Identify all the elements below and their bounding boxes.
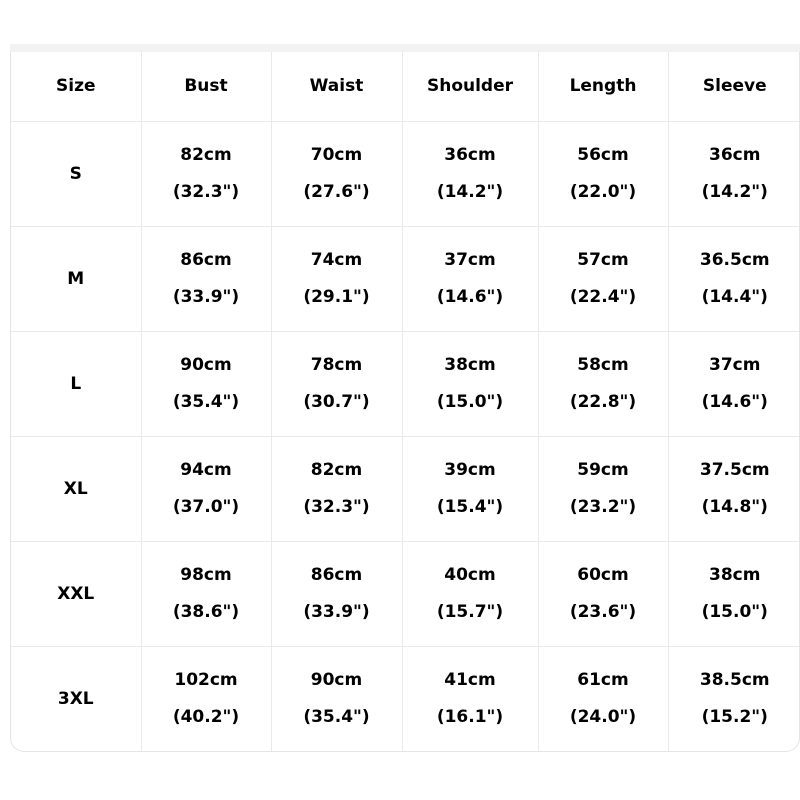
measurement-cell-bust bbox=[141, 226, 271, 331]
size-label: XL bbox=[11, 436, 141, 541]
measurement-inch: (32.3") bbox=[172, 181, 240, 202]
measurement-cm: 40cm bbox=[444, 564, 496, 585]
measurement-cm: 58cm bbox=[577, 354, 629, 375]
measurement-cm: 59cm bbox=[577, 459, 629, 480]
measurement-inch: (35.4") bbox=[172, 391, 240, 412]
header-waist: Waist bbox=[271, 52, 402, 121]
measurement-inch: (14.4") bbox=[701, 286, 768, 307]
measurement-cm: 37cm bbox=[444, 249, 496, 270]
header-shoulder: Shoulder bbox=[402, 52, 538, 121]
measurement-inch: (33.9") bbox=[172, 286, 240, 307]
measurement-cell-shoulder bbox=[402, 331, 538, 436]
table-row bbox=[11, 226, 800, 331]
measurement-inch: (24.0") bbox=[569, 706, 637, 727]
measurement-cm: 61cm bbox=[577, 669, 629, 690]
table-row bbox=[11, 121, 800, 226]
measurement-cell-bust bbox=[141, 541, 271, 646]
measurement-cell-shoulder bbox=[402, 541, 538, 646]
measurement-inch: (37.0") bbox=[172, 496, 240, 517]
size-label: S bbox=[11, 121, 141, 226]
size-label: XXL bbox=[11, 541, 141, 646]
measurement-cm: 90cm bbox=[310, 669, 363, 690]
measurement-cell-sleeve bbox=[668, 646, 800, 751]
measurement-inch: (35.4") bbox=[303, 706, 370, 727]
measurement-cell-waist bbox=[271, 331, 402, 436]
measurement-inch: (22.8") bbox=[569, 391, 637, 412]
measurement-cm: 36cm bbox=[444, 144, 496, 165]
measurement-cm: 38.5cm bbox=[699, 669, 770, 690]
size-label: L bbox=[11, 331, 141, 436]
measurement-cell-waist bbox=[271, 121, 402, 226]
measurement-cm: 37.5cm bbox=[699, 459, 770, 480]
size-chart-table bbox=[11, 52, 800, 751]
measurement-inch: (23.2") bbox=[569, 496, 637, 517]
measurement-inch: (14.2") bbox=[436, 181, 504, 202]
measurement-cm: 90cm bbox=[180, 354, 232, 375]
header-size: Size bbox=[11, 52, 141, 121]
measurement-cell-length bbox=[538, 541, 668, 646]
measurement-cm: 36.5cm bbox=[699, 249, 770, 270]
measurement-inch: (29.1") bbox=[303, 286, 370, 307]
measurement-cell-length bbox=[538, 646, 668, 751]
measurement-cell-waist bbox=[271, 226, 402, 331]
header-length: Length bbox=[538, 52, 668, 121]
measurement-cell-shoulder bbox=[402, 226, 538, 331]
measurement-cell-bust bbox=[141, 121, 271, 226]
measurement-cell-length bbox=[538, 331, 668, 436]
measurement-inch: (33.9") bbox=[303, 601, 370, 622]
table-row bbox=[11, 436, 800, 541]
measurement-cm: 102cm bbox=[174, 669, 238, 690]
measurement-inch: (14.6") bbox=[436, 286, 504, 307]
measurement-inch: (14.8") bbox=[701, 496, 768, 517]
measurement-cm: 74cm bbox=[310, 249, 363, 270]
measurement-cm: 38cm bbox=[709, 564, 761, 585]
measurement-inch: (40.2") bbox=[172, 706, 240, 727]
measurement-cm: 82cm bbox=[310, 459, 363, 480]
header-row bbox=[11, 52, 800, 121]
measurement-cm: 70cm bbox=[310, 144, 363, 165]
measurement-cm: 36cm bbox=[709, 144, 761, 165]
measurement-cell-sleeve bbox=[668, 436, 800, 541]
measurement-cm: 86cm bbox=[310, 564, 363, 585]
table-row bbox=[11, 646, 800, 751]
measurement-cell-length bbox=[538, 436, 668, 541]
size-chart bbox=[10, 52, 800, 752]
table-body bbox=[11, 121, 800, 751]
measurement-inch: (15.0") bbox=[701, 601, 768, 622]
measurement-cell-length bbox=[538, 226, 668, 331]
measurement-cell-sleeve bbox=[668, 121, 800, 226]
measurement-inch: (22.4") bbox=[569, 286, 637, 307]
measurement-inch: (14.2") bbox=[701, 181, 768, 202]
size-label: 3XL bbox=[11, 646, 141, 751]
measurement-cell-sleeve bbox=[668, 226, 800, 331]
measurement-inch: (14.6") bbox=[701, 391, 768, 412]
measurement-cm: 37cm bbox=[709, 354, 761, 375]
measurement-cm: 86cm bbox=[180, 249, 232, 270]
measurement-inch: (30.7") bbox=[303, 391, 370, 412]
measurement-cm: 94cm bbox=[180, 459, 232, 480]
measurement-cell-bust bbox=[141, 646, 271, 751]
measurement-cm: 41cm bbox=[444, 669, 496, 690]
measurement-inch: (15.0") bbox=[436, 391, 504, 412]
measurement-cm: 56cm bbox=[577, 144, 629, 165]
measurement-cm: 78cm bbox=[310, 354, 363, 375]
measurement-inch: (27.6") bbox=[303, 181, 370, 202]
measurement-cell-bust bbox=[141, 436, 271, 541]
measurement-cell-waist bbox=[271, 646, 402, 751]
measurement-cell-waist bbox=[271, 436, 402, 541]
measurement-cm: 60cm bbox=[577, 564, 629, 585]
size-label: M bbox=[11, 226, 141, 331]
measurement-cm: 98cm bbox=[180, 564, 232, 585]
measurement-inch: (22.0") bbox=[569, 181, 637, 202]
measurement-cell-sleeve bbox=[668, 331, 800, 436]
measurement-cell-shoulder bbox=[402, 646, 538, 751]
measurement-cell-waist bbox=[271, 541, 402, 646]
top-band bbox=[10, 44, 800, 52]
measurement-cell-bust bbox=[141, 331, 271, 436]
measurement-cell-shoulder bbox=[402, 121, 538, 226]
measurement-cm: 82cm bbox=[180, 144, 232, 165]
measurement-cell-sleeve bbox=[668, 541, 800, 646]
measurement-inch: (32.3") bbox=[303, 496, 370, 517]
table-row bbox=[11, 541, 800, 646]
measurement-inch: (15.7") bbox=[436, 601, 504, 622]
measurement-inch: (15.2") bbox=[701, 706, 768, 727]
measurement-inch: (16.1") bbox=[436, 706, 504, 727]
table-row bbox=[11, 331, 800, 436]
header-sleeve: Sleeve bbox=[668, 52, 800, 121]
measurement-cell-shoulder bbox=[402, 436, 538, 541]
measurement-inch: (23.6") bbox=[569, 601, 637, 622]
measurement-inch: (38.6") bbox=[172, 601, 240, 622]
measurement-cm: 57cm bbox=[577, 249, 629, 270]
measurement-cm: 39cm bbox=[444, 459, 496, 480]
measurement-cell-length bbox=[538, 121, 668, 226]
measurement-cm: 38cm bbox=[444, 354, 496, 375]
measurement-inch: (15.4") bbox=[436, 496, 504, 517]
header-bust: Bust bbox=[141, 52, 271, 121]
